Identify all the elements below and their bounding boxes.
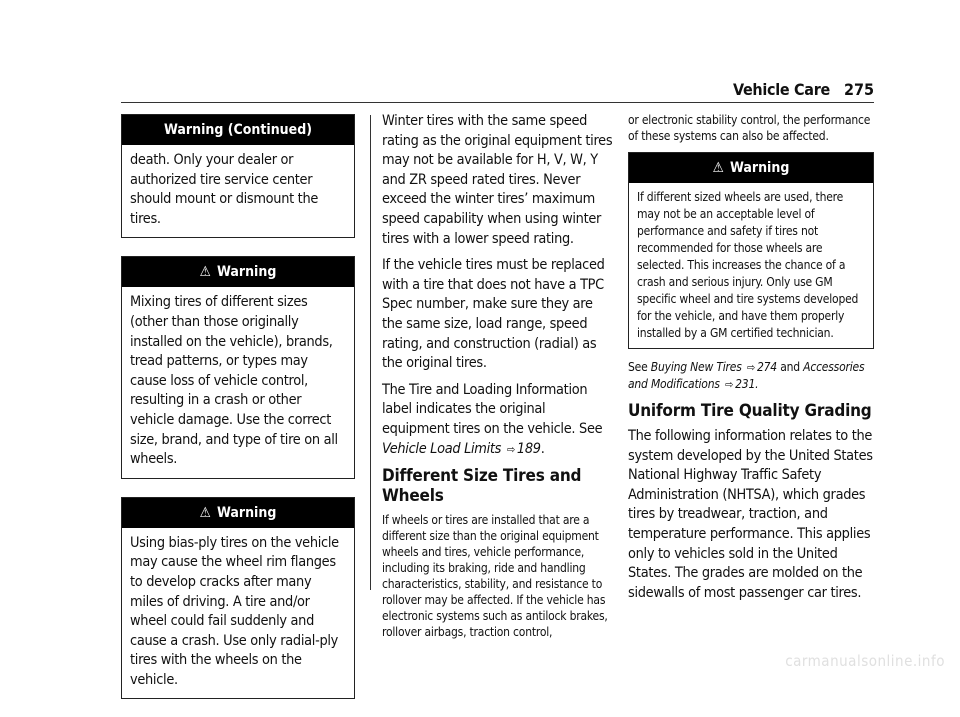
cross-reference-link[interactable]: Buying New Tires (650, 360, 742, 374)
paragraph: Winter tires with the same speed rating as the original equipment tires may not be available for H, V, W, Y and ZR speed rated tires. Never exceed the winter tires’ maximum speed capability when using winter tires with a lower speed rating. (382, 113, 613, 247)
page-reference[interactable]: 231. (735, 377, 759, 391)
cross-reference-link[interactable]: Vehicle Load Limits (382, 440, 502, 457)
cross-reference-link[interactable]: Accessories and Modifications (628, 360, 865, 391)
section-title: Vehicle Care (733, 80, 830, 99)
paragraph: or electronic stability control, the performance of these systems can also be affected. (628, 113, 871, 143)
column-divider (370, 115, 371, 590)
warning-mixing-box (121, 256, 355, 478)
paragraph: If the vehicle tires must be replaced with a tire that does not have a TPC Spec number, make sure they are the same size, load range, speed rating, and construction (radial) as the original tires. (382, 257, 605, 372)
warning-sizes-box (628, 152, 874, 349)
warning-heading: Warning (729, 160, 790, 176)
paragraph: The Tire and Loading Information label indicates the original equipment tires on the vehicle. See Vehicle Load Limits ⇨ 189. (382, 381, 603, 457)
warning-text: Using bias-ply tires on the vehicle may cause the wheel rim flanges to develop cracks after many miles of driving. A tire and/or wheel could fail suddenly and cause a crash. Use only radial-ply tires with the wheels on the vehicle. (130, 534, 339, 688)
page-number: 275 (843, 80, 874, 99)
warning-triangle-icon: ⚠ (199, 264, 211, 281)
page-reference[interactable]: 189 (516, 440, 541, 457)
warning-heading: Warning (216, 264, 277, 281)
watermark-text: carmanualsonline.info (785, 652, 945, 670)
warning-text: If different sized wheels are used, there may not be an acceptable level of performance and safety if tires not recommended for those wheels are selected. This increases the chance of a crash and serious injury. Only use GM specific wheel and tire systems developed for the vehicle, and have them properly installed by a GM certified technician. (637, 190, 859, 340)
warning-heading-row (629, 153, 873, 183)
paragraph: The following information relates to the system developed by the United States National Highway Traffic Safety Administration (NHTSA), which grades tires by treadwear, traction, and temperature performance. This applies only to vehicles sold in the United States. The grades are molded on the sidewalls of most passenger car tires. (628, 428, 873, 601)
arrow-circle-icon: ⇨ (746, 361, 755, 374)
warning-heading: Warning (Continued) (122, 115, 354, 145)
section-heading: Different Size Tires and Wheels (382, 466, 582, 507)
see-also-paragraph (628, 359, 874, 393)
right-column (628, 112, 874, 610)
warning-triangle-icon: ⚠ (199, 504, 211, 521)
section-heading: Uniform Tire Quality Grading (628, 401, 872, 421)
warning-heading: Warning (216, 504, 277, 521)
warning-heading-row (122, 498, 354, 528)
page-reference[interactable]: 274 (756, 360, 777, 374)
warning-triangle-icon: ⚠ (712, 160, 724, 176)
arrow-circle-icon: ⇨ (725, 378, 734, 391)
see-label: See (628, 360, 648, 374)
see-and: and (780, 360, 800, 374)
middle-column (382, 112, 616, 647)
warning-continued-box (121, 114, 355, 238)
warning-text: Mixing tires of different sizes (other than those originally installed on the vehicle), brands, tread patterns, or types may cause loss of vehicle control, resulting in a crash or other vehicle damage. Use the correct size, brand, and type of tire on all wheels. (130, 294, 338, 468)
left-column (121, 114, 355, 717)
warning-text: death. Only your dealer or authorized tire service center should mount or dismount the tires. (130, 152, 319, 227)
header-rule (121, 102, 874, 103)
paragraph: If wheels or tires are installed that are a different size than the original equipment wheels and tires, vehicle performance, including its braking, ride and handling characteristics, stability, and resistance to rollover may be affected. If the vehicle has electronic systems such as antilock brakes, rollover airbags, traction control, (382, 513, 608, 640)
arrow-circle-icon: ⇨ (506, 442, 515, 456)
paragraph-text: The Tire and Loading Information label indicates the original equipment tires on the vehicle. See (382, 381, 603, 437)
warning-heading-row (122, 257, 354, 287)
